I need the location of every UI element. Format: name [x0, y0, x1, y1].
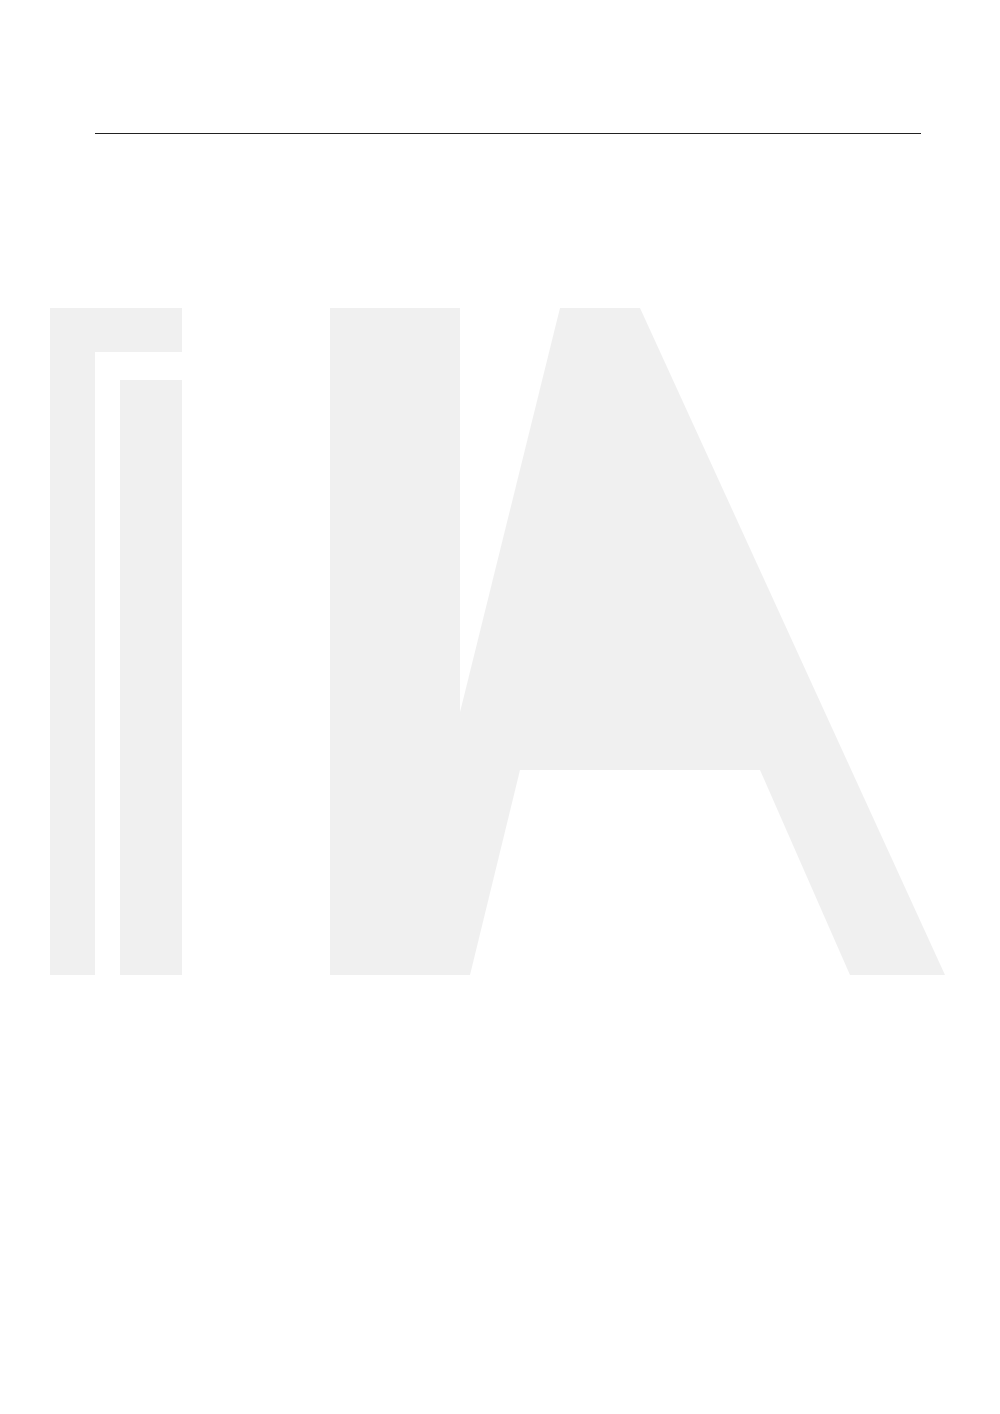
column-header-row — [95, 117, 921, 134]
